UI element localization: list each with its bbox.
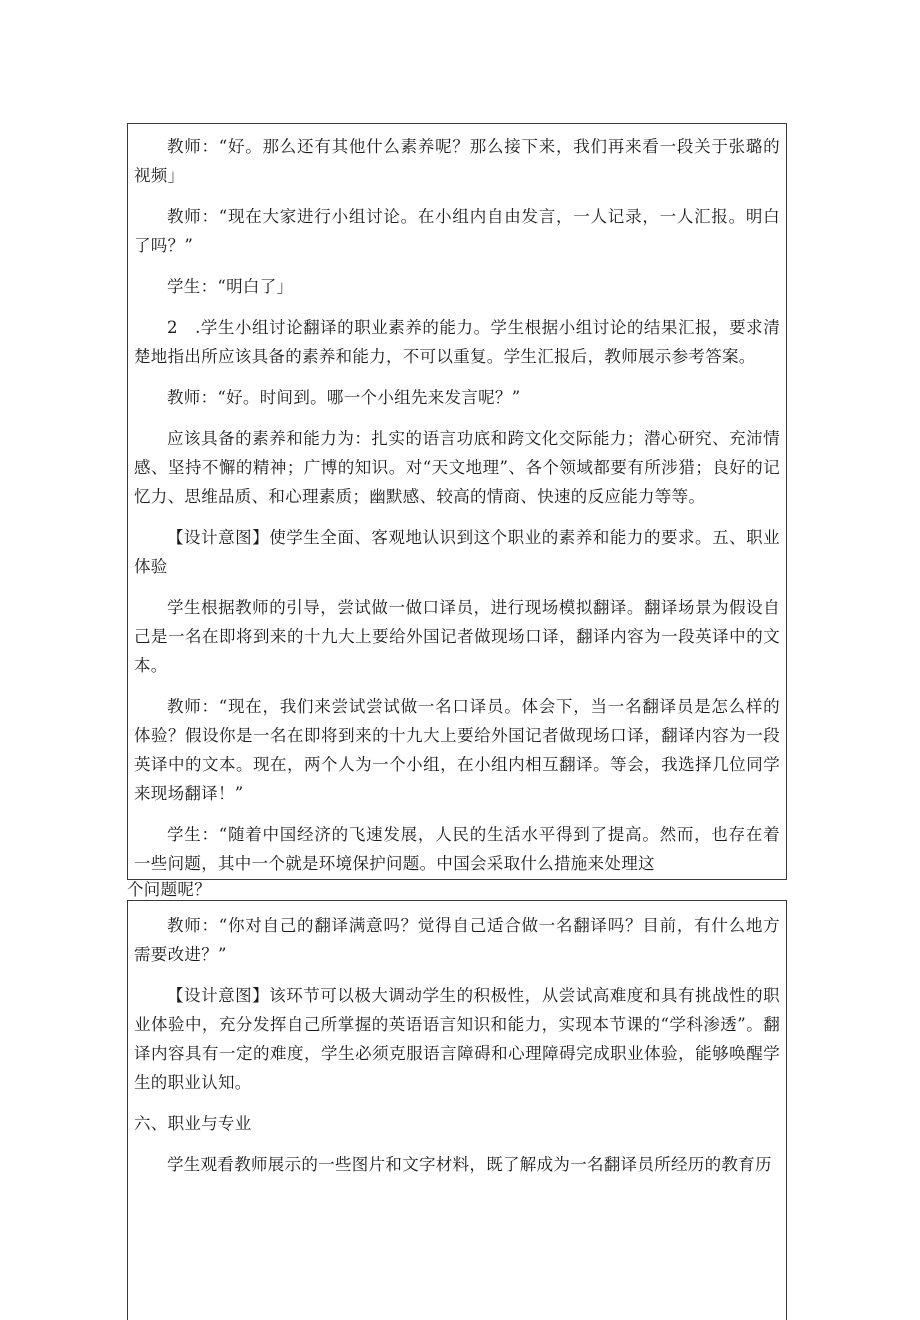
lesson-plan-box-upper — [127, 123, 787, 880]
career-experience-intro: 学生根据教师的引导，尝试做一做口译员，进行现场模拟翻译。翻译场景为假设自己是一名在即将到来的十九大上要给外国记者做现场口译，翻译内容为一段英译中的文本。 — [134, 598, 780, 675]
teacher-line-video: 教师：“好。那么还有其他什么素养呢？那么接下来，我们再来看一段关于张璐的视频」 — [134, 137, 780, 185]
lesson-plan-box-lower — [127, 900, 787, 1320]
section-heading-career-major: 六、职业与专业 — [134, 1114, 252, 1133]
student-watch-materials: 学生观看教师展示的一些图片和文字材料，既了解成为一名翻译员所经历的教育历 — [167, 1155, 772, 1174]
reference-answer: 应该具备的素养和能力为：扎实的语言功底和跨文化交际能力；潜心研究、充沛情感、坚持不懈的精神；广博的知识。对“天文地理”、各个领域都要有所涉猎；良好的记忆力、思维品质、和心理素质；幽默感、较高的情商、快速的反应能力等等。 — [134, 429, 780, 506]
step-2-group-discussion: 2 .学生小组讨论翻译的职业素养的能力。学生根据小组讨论的结果汇报，要求清楚地指出所应该具备的素养和能力，不可以重复。学生汇报后，教师展示参考答案。 — [134, 318, 780, 366]
teacher-line-satisfied: 教师：“你对自己的翻译满意吗？觉得自己适合做一名翻译吗？目前，有什么地方需要改进？” — [134, 916, 780, 964]
teacher-line-time-up: 教师：“好。时间到。哪一个小组先来发言呢？” — [167, 388, 521, 407]
design-intent-1: 【设计意图】使学生全面、客观地认识到这个职业的素养和能力的要求。五、职业体验 — [134, 528, 780, 576]
design-intent-2: 【设计意图】该环节可以极大调动学生的积极性，从尝试高难度和具有挑战性的职业体验中，充分发挥自己所掌握的英语语言知识和能力，实现本节课的“学科渗透”。翻译内容具有一定的难度，学生必须克服语言障碍和心理障碍完成职业体验，能够唤醒学生的职业认知。 — [134, 986, 780, 1092]
student-line-understood: 学生：“明白了」 — [167, 277, 294, 296]
student-translation-line: 学生：“随着中国经济的飞速发展，人民的生活水平得到了提高。然而，也存在着一些问题，其中一个就是环境保护问题。中国会采取什么措施来处理这 — [134, 825, 780, 873]
teacher-line-interpreter: 教师：“现在，我们来尝试尝试做一名口译员。体会下，当一名翻译员是怎么样的体验？假设你是一名在即将到来的十九大上要给外国记者做现场口译，翻译内容为一段英译中的文本。现在，两个人为一个小组，在小组内相互翻译。等会，我选择几位同学来现场翻译！” — [134, 697, 780, 803]
continuation-text: 个问题呢？ — [127, 880, 211, 899]
teacher-line-discussion: 教师：“现在大家进行小组讨论。在小组内自由发言，一人记录，一人汇报。明白了吗？” — [134, 207, 780, 255]
